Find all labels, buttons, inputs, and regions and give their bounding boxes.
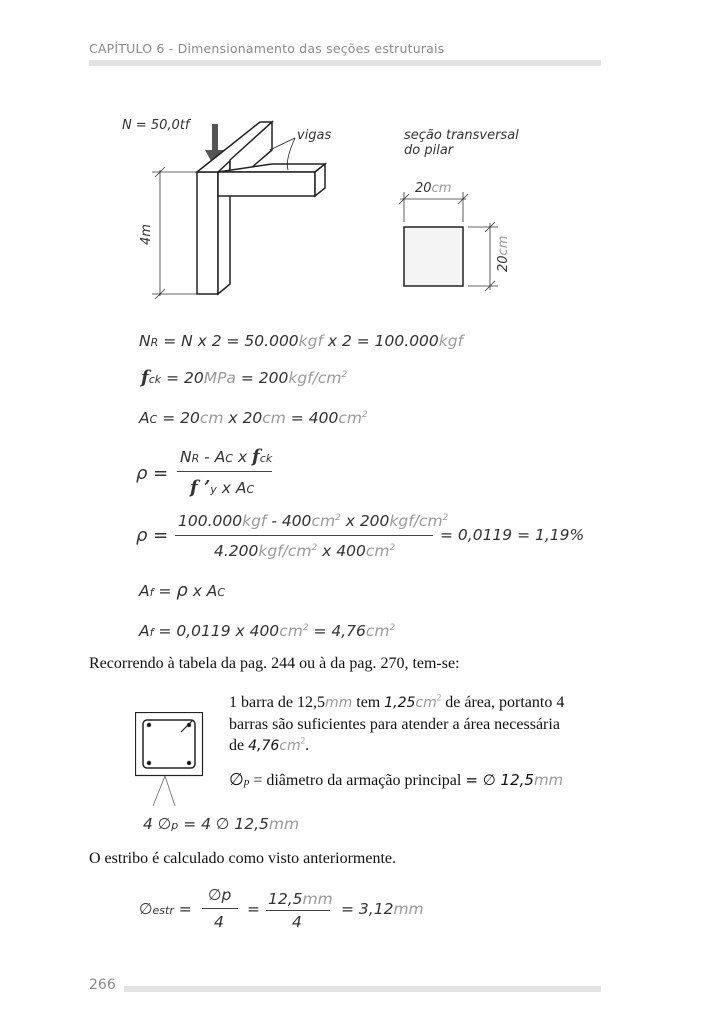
eq-rho-result: = 0,0119 = 1,19%: [440, 526, 585, 544]
eq-rho-numeric-denominator: $4.200kgf/cm^2$ x $400cm^2$: [214, 542, 396, 560]
column-front: [197, 172, 218, 294]
beam-horizontal-front: [218, 172, 315, 196]
eq-fck: fck = $20MPa = 200kgf/cm^2$: [141, 367, 348, 388]
eq-rho-numerator: NR - AC x fck: [180, 446, 273, 467]
eq-nr: NR = N x 2 = 50.000kgf x 2 = 100.000kgf: [139, 332, 464, 350]
force-label: N = 50,0tf: [122, 118, 190, 133]
eq-rho-numeric-numerator: $100.000kgf - 400cm^2$ x $200kgf/cm^2$: [178, 512, 449, 530]
eq-estr-num2: 12,5mm: [268, 890, 333, 908]
fraction-bar-2: [175, 535, 433, 536]
eq-four-bars: 4 ∅p = 4 ∅ 12,5mm: [143, 815, 300, 833]
page-number: 266: [89, 977, 116, 993]
bar-line-1: 1 barra de 12,5mm tem $1,25cm^2$ de área, portanto 4: [229, 692, 565, 711]
eq-af-1: Af = ρ x AC: [139, 580, 226, 601]
header-rule: [89, 60, 601, 66]
eq-estr-num1: ∅p: [208, 886, 232, 904]
fraction-bar-3: [202, 908, 238, 909]
section-title: [404, 128, 519, 158]
eq-rho-symbol-1: ρ =: [136, 463, 169, 484]
eq-estr-lhs: ∅estr =: [139, 900, 192, 918]
text-estribo: O estribo é calculado como visto anteriormente.: [89, 850, 397, 867]
section-title-line-2: do pilar: [404, 143, 454, 158]
chapter-header: CAPÍTULO 6 - Dimensionamento das seções estruturais: [89, 41, 445, 56]
fraction-bar-4: [266, 910, 330, 911]
column-figure: [120, 110, 600, 310]
eq-estr-result: = 3,12mm: [341, 900, 424, 918]
section-width-dimension: 20cm: [415, 181, 452, 196]
eq-ac: AC = 20cm x $20cm = 400cm^2$: [139, 409, 368, 427]
text-recorrendo: Recorrendo à tabela da pag. 244 ou à da pag. 270, tem-se:: [89, 655, 460, 672]
eq-estr-den1: 4: [214, 913, 224, 931]
eq-estr-eq2: =: [247, 900, 260, 918]
eq-rho-denominator: f ’y x AC: [190, 477, 255, 498]
fraction-bar-1: [177, 471, 272, 472]
eq-rho-symbol-2: ρ =: [136, 525, 169, 546]
height-label: 4m: [139, 224, 154, 245]
load-arrow-shaft: [212, 124, 218, 152]
bar-description: [229, 692, 609, 757]
bar-line-3: de $4,76cm^2$.: [229, 735, 310, 754]
bar-line-2: barras são suficientes para atender a área necessária: [229, 716, 560, 733]
footer-rule: [124, 986, 601, 992]
section-height-dimension: 20cm: [496, 235, 511, 272]
section-title-line-1: seção transversal: [404, 128, 519, 143]
eq-af-2: Af = 0,0119 x $400cm^2 = 4,76cm^2$: [139, 622, 396, 640]
section-square: [404, 227, 463, 286]
eq-estr-den2: 4: [292, 913, 302, 931]
diameter-definition: ∅p = diâmetro da armação principal = ∅ 12,5mm: [229, 770, 564, 789]
rebar-section: [135, 712, 215, 812]
beams-label: vigas: [297, 128, 332, 143]
